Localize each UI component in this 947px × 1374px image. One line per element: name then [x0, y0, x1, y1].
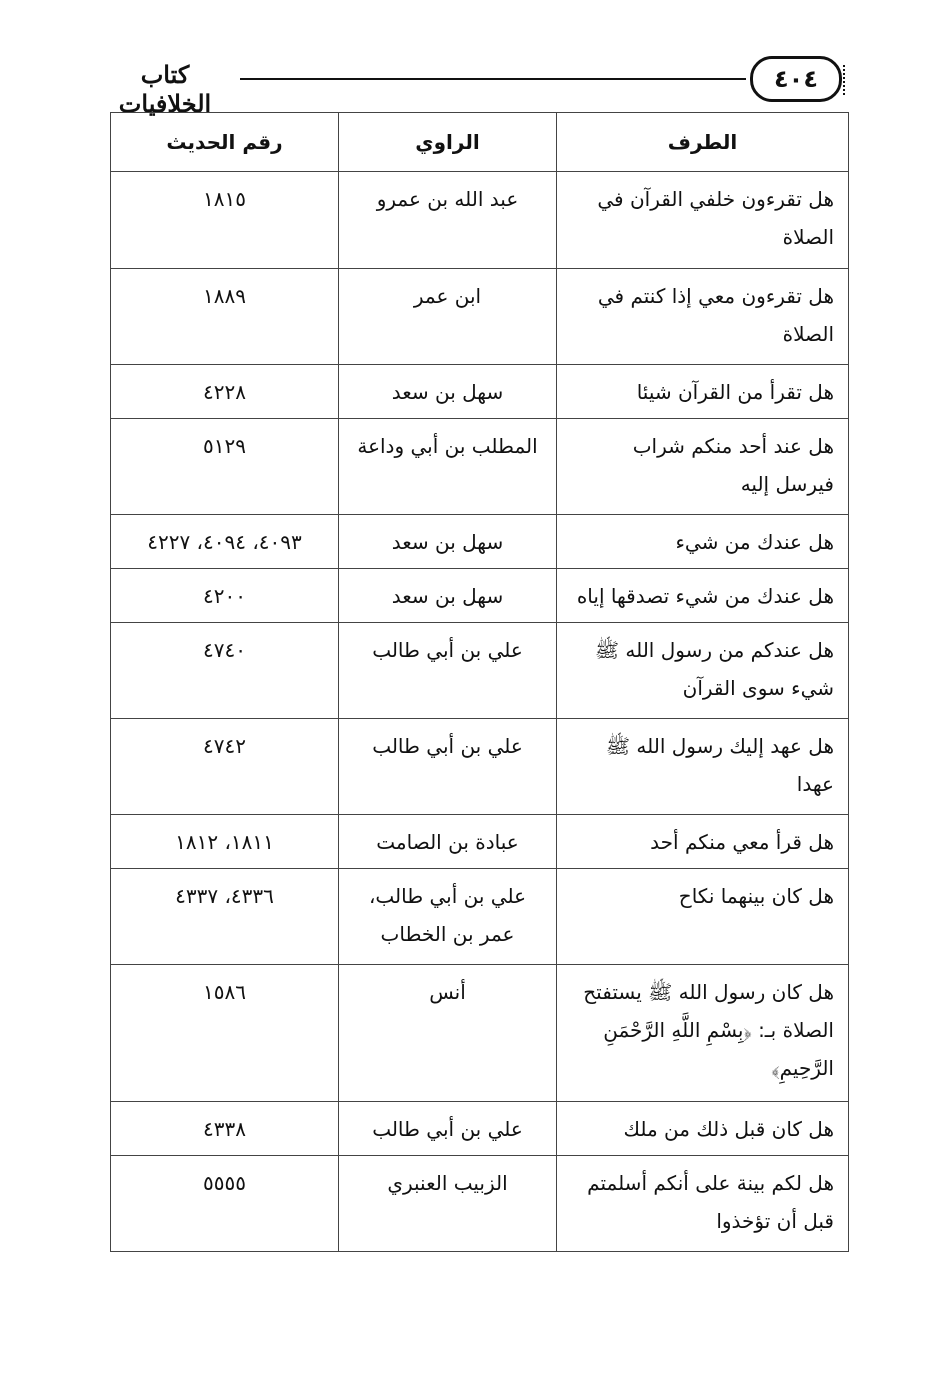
rawi-cell: سهل بن سعد	[339, 569, 557, 623]
hadith-number-cell: ٤٣٣٦، ٤٣٣٧	[111, 869, 339, 965]
tarf-cell: هل عندك من شيء تصدقها إياه	[557, 569, 849, 623]
hadith-number-cell: ١٨١١، ١٨١٢	[111, 815, 339, 869]
table-row	[111, 419, 849, 515]
table-row	[111, 569, 849, 623]
rawi-cell: أنس	[339, 965, 557, 1102]
hadith-number-cell: ١٥٨٦	[111, 965, 339, 1102]
rawi-cell: عبادة بن الصامت	[339, 815, 557, 869]
rawi-cell: علي بن أبي طالب	[339, 623, 557, 719]
hadith-number-cell: ١٨٨٩	[111, 269, 339, 365]
table-row	[111, 1102, 849, 1156]
page-number-badge: ٤٠٤	[750, 56, 842, 102]
column-header-rawi: الراوي	[339, 113, 557, 172]
table-row	[111, 515, 849, 569]
rawi-cell: سهل بن سعد	[339, 515, 557, 569]
tarf-cell: هل عند أحد منكم شراب فيرسل إليه	[557, 419, 849, 515]
rawi-cell: علي بن أبي طالب	[339, 719, 557, 815]
rawi-cell: علي بن أبي طالب، عمر بن الخطاب	[339, 869, 557, 965]
column-header-number: رقم الحديث	[111, 113, 339, 172]
running-header	[100, 56, 846, 118]
table-row	[111, 965, 849, 1102]
tarf-cell: هل قرأ معي منكم أحد	[557, 815, 849, 869]
table-row	[111, 365, 849, 419]
rawi-cell: الزبيب العنبري	[339, 1156, 557, 1252]
hadith-index-table	[110, 112, 849, 1252]
tarf-cell: هل عهد إليك رسول الله ﷺ عهدا	[557, 719, 849, 815]
tarf-cell: هل لكم بينة على أنكم أسلمتم قبل أن تؤخذوا	[557, 1156, 849, 1252]
table-row	[111, 1156, 849, 1252]
table-row	[111, 172, 849, 269]
tarf-cell: هل عندك من شيء	[557, 515, 849, 569]
tarf-cell: هل تقرءون خلفي القرآن في الصلاة	[557, 172, 849, 269]
hadith-number-cell: ١٨١٥	[111, 172, 339, 269]
rawi-cell: المطلب بن أبي وداعة	[339, 419, 557, 515]
rawi-cell: عبد الله بن عمرو	[339, 172, 557, 269]
rawi-cell: سهل بن سعد	[339, 365, 557, 419]
hadith-number-cell: ٤٣٣٨	[111, 1102, 339, 1156]
hadith-number-cell: ٥٥٥٥	[111, 1156, 339, 1252]
table-header-row	[111, 113, 849, 172]
book-title: كتاب الخلافيات	[118, 60, 212, 118]
tarf-cell: هل كان قبل ذلك من ملك	[557, 1102, 849, 1156]
hadith-number-cell: ٤٧٤٠	[111, 623, 339, 719]
rawi-cell: ابن عمر	[339, 269, 557, 365]
column-header-tarf: الطرف	[557, 113, 849, 172]
tarf-cell: هل كان بينهما نكاح	[557, 869, 849, 965]
hadith-number-cell: ٤٧٤٢	[111, 719, 339, 815]
table-row	[111, 869, 849, 965]
hadith-number-cell: ٤٢٠٠	[111, 569, 339, 623]
hadith-number-cell: ٤٢٢٨	[111, 365, 339, 419]
table-row	[111, 269, 849, 365]
rawi-cell: علي بن أبي طالب	[339, 1102, 557, 1156]
table-row	[111, 719, 849, 815]
table-row	[111, 623, 849, 719]
table-row	[111, 815, 849, 869]
tarf-cell: هل عندكم من رسول الله ﷺ شيء سوى القرآن	[557, 623, 849, 719]
header-rule	[240, 78, 746, 80]
tarf-cell: هل كان رسول الله ﷺ يستفتح الصلاة بـ: ﴿بِسْمِ اللَّهِ الرَّحْمَنِ الرَّحِيمِ﴾	[557, 965, 849, 1102]
hadith-number-cell: ٥١٢٩	[111, 419, 339, 515]
tarf-cell: هل تقرأ من القرآن شيئا	[557, 365, 849, 419]
hadith-number-cell: ٤٠٩٣، ٤٠٩٤، ٤٢٢٧	[111, 515, 339, 569]
tarf-cell: هل تقرءون معي إذا كنتم في الصلاة	[557, 269, 849, 365]
